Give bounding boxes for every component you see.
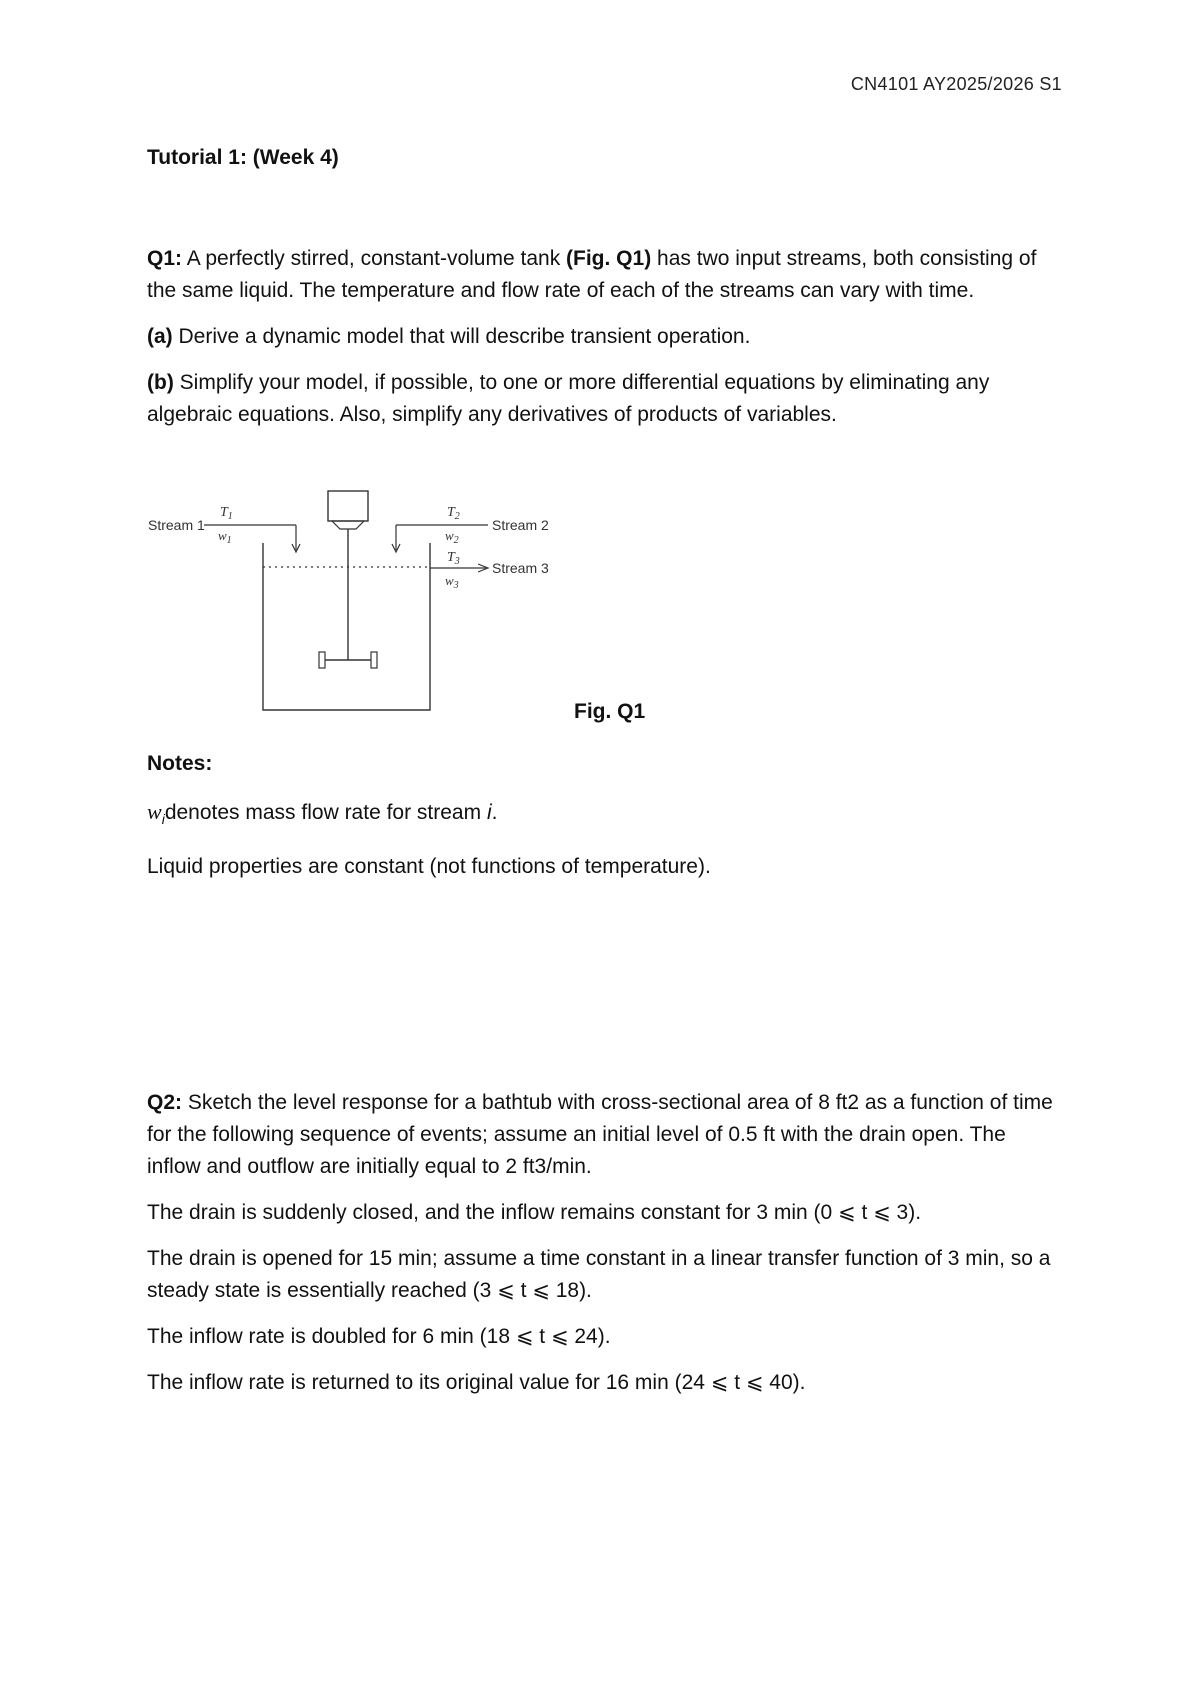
q1-text-b: has two input streams, both consisting of the same liquid. The temperature and flow rate of each of the streams can vary with time. [147, 247, 1037, 302]
t3-label: $T_3$ [447, 550, 460, 567]
impeller-blade-right [371, 652, 377, 668]
q2-intro [147, 1087, 1065, 1183]
motor-base [332, 521, 364, 529]
notes-var-sub: i [161, 811, 165, 828]
q1-label: Q1: [147, 247, 183, 270]
motor-box [328, 491, 368, 521]
q1-text-a: A perfectly stirred, constant-volume tank [182, 247, 567, 270]
w2-label: $w_2$ [445, 528, 459, 546]
q2-event-3: The inflow rate is doubled for 6 min (18 ⩽ t ⩽ 24). [147, 1325, 611, 1348]
stirred-tank-diagram [148, 488, 568, 720]
q2-event-4: The inflow rate is returned to its original value for 16 min (24 ⩽ t ⩽ 40). [147, 1371, 806, 1394]
q1-part-b-label: (b) [147, 371, 174, 394]
notes-var-w: w [147, 799, 162, 824]
stream-1-label: Stream 1 [148, 517, 205, 533]
course-header: CN4101 AY2025/2026 S1 [850, 74, 1062, 94]
figure-caption: Fig. Q1 [574, 700, 646, 723]
w3-label: $w_3$ [445, 573, 459, 591]
stream-2-label: Stream 2 [492, 517, 549, 533]
q1-fig-ref: (Fig. Q1) [566, 247, 652, 270]
t2-label: $T_2$ [447, 505, 460, 522]
q1-part-a-text: Derive a dynamic model that will describe transient operation. [172, 325, 751, 348]
q1-part-b-text: Simplify your model, if possible, to one or more differential equations by eliminating any algebraic equations. Also, simplify any derivatives of products of variables. [147, 371, 990, 426]
q2-intro-text: Sketch the level response for a bathtub with cross-sectional area of 8 ft2 as a function of time for the following sequence of events; assume an initial level of 0.5 ft with the drain open. The inflow and outflow are initially equal to 2 ft3/min. [147, 1091, 1053, 1178]
q1-intro [147, 243, 1065, 307]
notes-line-1-italic: i [486, 801, 492, 824]
notes-line-2: Liquid properties are constant (not functions of temperature). [147, 855, 711, 879]
notes-line-1-end: . [491, 801, 498, 824]
q1-part-a [147, 321, 1065, 353]
w1-label: $w_1$ [218, 528, 232, 546]
question-2 [147, 1087, 1065, 1413]
q2-event-2: The drain is opened for 15 min; assume a time constant in a linear transfer function of 3 min, so a steady state is essentially reached (3 ⩽ t ⩽ 18). [147, 1247, 1051, 1302]
t1-label: $T_1$ [220, 505, 233, 522]
page-title: Tutorial 1: (Week 4) [147, 146, 339, 169]
q1-part-b [147, 367, 1065, 431]
question-1 [147, 243, 1065, 445]
notes-heading: Notes: [147, 752, 213, 775]
notes-line-1 [147, 796, 1065, 835]
notes-line-1-text: denotes mass flow rate for stream [164, 801, 487, 824]
impeller-blade-left [319, 652, 325, 668]
tank-wall [263, 543, 430, 710]
notes-section [147, 748, 1065, 899]
q1-part-a-label: (a) [147, 325, 173, 348]
q2-label: Q2: [147, 1091, 183, 1114]
stream-3-label: Stream 3 [492, 560, 549, 576]
q2-event-1: The drain is suddenly closed, and the inflow remains constant for 3 min (0 ⩽ t ⩽ 3). [147, 1201, 922, 1224]
